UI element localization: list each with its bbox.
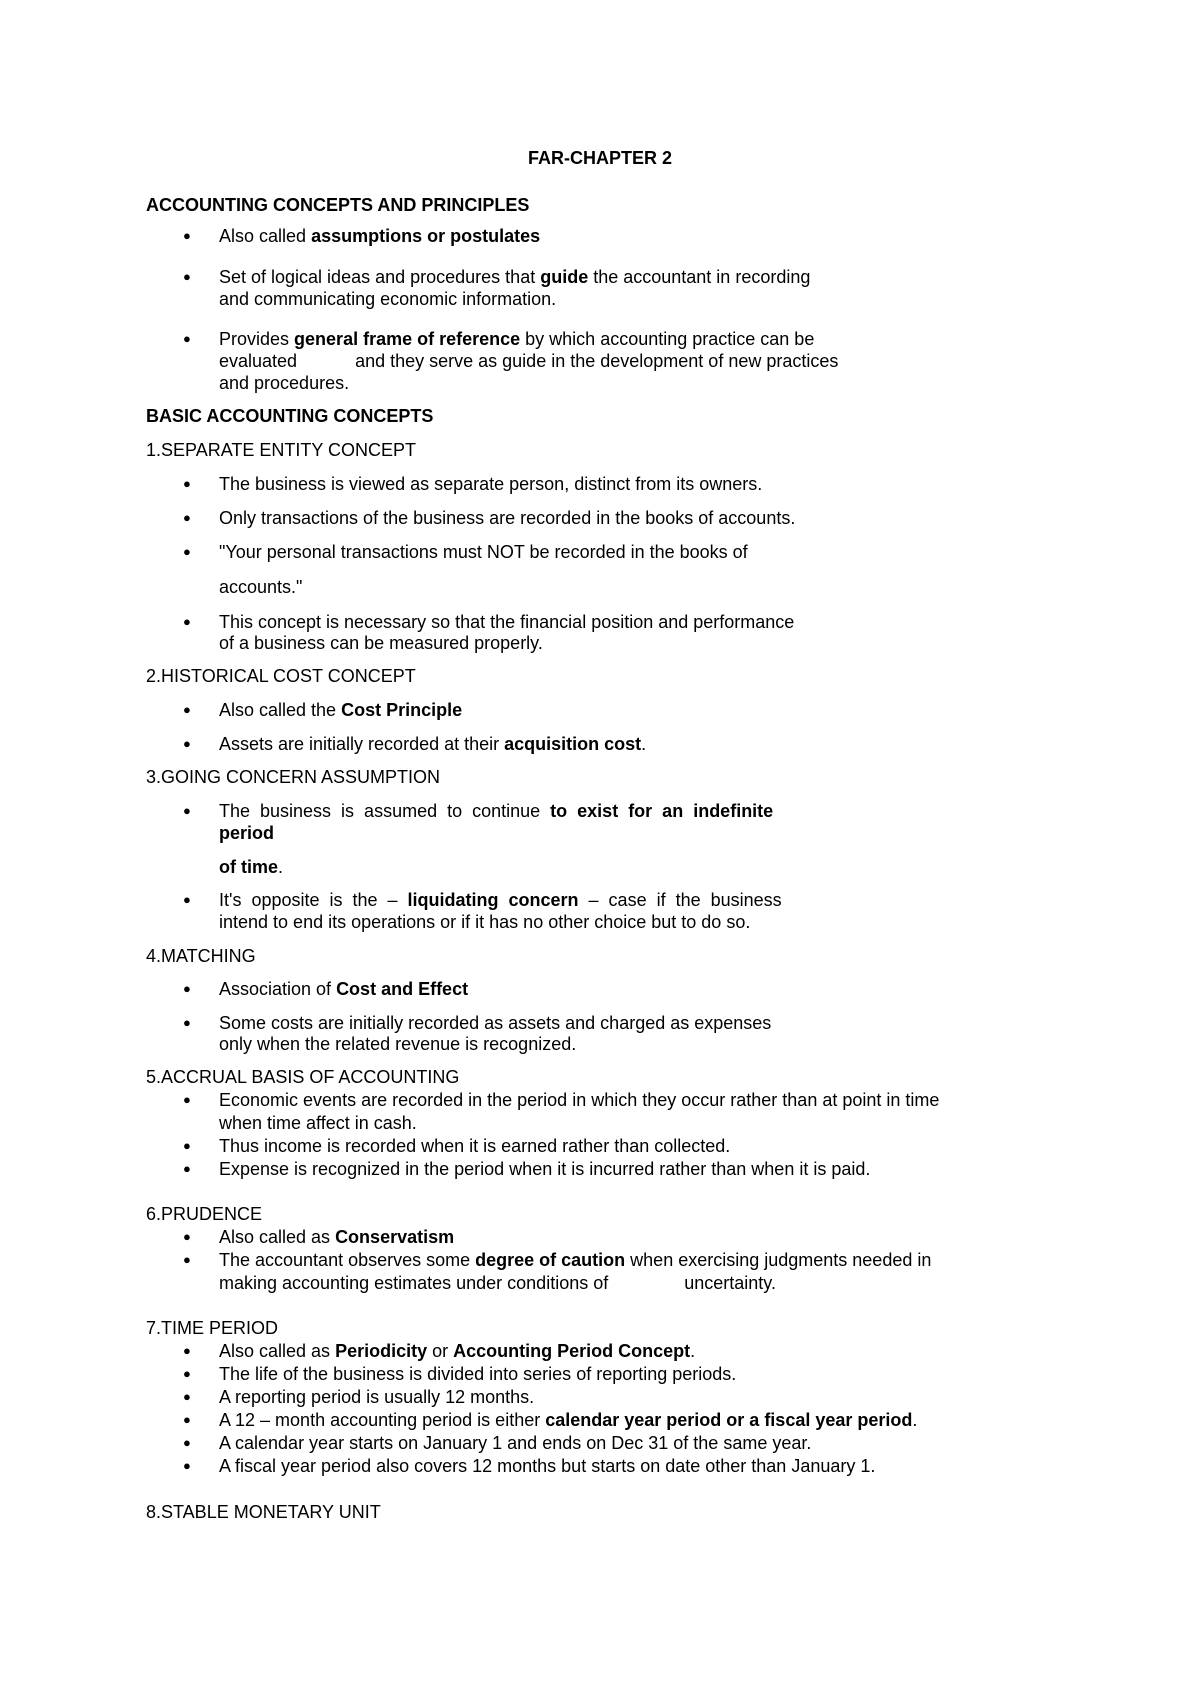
bullet-icon: ● xyxy=(183,228,191,243)
bullet-icon: ● xyxy=(183,269,191,284)
list-item: A 12 – month accounting period is either calendar year period or a fiscal year period. xyxy=(219,1410,918,1430)
list-item-continued: evaluated and they serve as guide in the development of new practices xyxy=(219,351,839,371)
list-item-continued: and communicating economic information. xyxy=(219,289,557,309)
list-item-continued: when time affect in cash. xyxy=(219,1113,417,1133)
list-item-continued: of a business can be measured properly. xyxy=(219,633,543,653)
list-item: Also called as Periodicity or Accounting Period Concept. xyxy=(219,1341,696,1361)
concept-heading: 4.MATCHING xyxy=(146,946,256,966)
bullet-icon: ● xyxy=(183,510,191,525)
list-item: "Your personal transactions must NOT be recorded in the books of xyxy=(219,542,748,562)
list-item: Association of Cost and Effect xyxy=(219,979,469,999)
bullet-icon: ● xyxy=(183,1015,191,1030)
bullet-icon: ● xyxy=(183,1161,191,1176)
list-item-continued: of time. xyxy=(219,857,284,877)
concept-heading: 3.GOING CONCERN ASSUMPTION xyxy=(146,767,441,787)
concept-heading: 7.TIME PERIOD xyxy=(146,1318,279,1338)
bullet-icon: ● xyxy=(183,1343,191,1358)
bullet-icon: ● xyxy=(183,702,191,717)
concept-heading: 6.PRUDENCE xyxy=(146,1204,263,1224)
list-item-continued: making accounting estimates under conditions of uncertainty. xyxy=(219,1273,776,1293)
list-item-continued: and procedures. xyxy=(219,373,350,393)
concept-heading: 8.STABLE MONETARY UNIT xyxy=(146,1502,381,1522)
bullet-icon: ● xyxy=(183,476,191,491)
list-item: Thus income is recorded when it is earned rather than collected. xyxy=(219,1136,731,1156)
bullet-icon: ● xyxy=(183,1435,191,1450)
list-item: Also called the Cost Principle xyxy=(219,700,463,720)
list-item: Some costs are initially recorded as assets and charged as expenses xyxy=(219,1013,772,1033)
list-item-continued: only when the related revenue is recognized. xyxy=(219,1034,577,1054)
bullet-icon: ● xyxy=(183,1229,191,1244)
list-item: Only transactions of the business are recorded in the books of accounts. xyxy=(219,508,796,528)
bullet-icon: ● xyxy=(183,1252,191,1267)
bullet-icon: ● xyxy=(183,736,191,751)
bullet-icon: ● xyxy=(183,1092,191,1107)
bullet-icon: ● xyxy=(183,1458,191,1473)
list-item: The life of the business is divided into series of reporting periods. xyxy=(219,1364,737,1384)
list-item: Economic events are recorded in the period in which they occur rather than at point in time xyxy=(219,1090,940,1110)
list-item-continued: intend to end its operations or if it has no other choice but to do so. xyxy=(219,912,751,932)
bullet-icon: ● xyxy=(183,544,191,559)
section-heading-accounting-concepts: ACCOUNTING CONCEPTS AND PRINCIPLES xyxy=(146,195,530,215)
list-item: Also called as Conservatism xyxy=(219,1227,455,1247)
list-item: The business is assumed to continue to exist for an indefinite xyxy=(219,801,774,821)
list-item: The accountant observes some degree of caution when exercising judgments needed in xyxy=(219,1250,932,1270)
list-item: It's opposite is the – liquidating concern – case if the business xyxy=(219,890,782,910)
list-item: Expense is recognized in the period when it is incurred rather than when it is paid. xyxy=(219,1159,871,1179)
bullet-icon: ● xyxy=(183,981,191,996)
list-item: Also called assumptions or postulates xyxy=(219,226,541,246)
bullet-icon: ● xyxy=(183,331,191,346)
list-item: A calendar year starts on January 1 and ends on Dec 31 of the same year. xyxy=(219,1433,812,1453)
section-heading-basic-concepts: BASIC ACCOUNTING CONCEPTS xyxy=(146,406,434,426)
bullet-icon: ● xyxy=(183,1412,191,1427)
bullet-icon: ● xyxy=(183,892,191,907)
list-item: This concept is necessary so that the financial position and performance xyxy=(219,612,795,632)
list-item: The business is viewed as separate person, distinct from its owners. xyxy=(219,474,763,494)
list-item: A reporting period is usually 12 months. xyxy=(219,1387,535,1407)
list-item-continued: period xyxy=(219,823,275,843)
bullet-icon: ● xyxy=(183,803,191,818)
bullet-icon: ● xyxy=(183,1389,191,1404)
list-item: A fiscal year period also covers 12 months but starts on date other than January 1. xyxy=(219,1456,876,1476)
bullet-icon: ● xyxy=(183,614,191,629)
bullet-icon: ● xyxy=(183,1366,191,1381)
list-item: Assets are initially recorded at their acquisition cost. xyxy=(219,734,647,754)
page-title: FAR-CHAPTER 2 xyxy=(527,148,672,168)
concept-heading: 1.SEPARATE ENTITY CONCEPT xyxy=(146,440,417,460)
concept-heading: 2.HISTORICAL COST CONCEPT xyxy=(146,666,416,686)
list-item-continued: accounts." xyxy=(219,577,303,597)
list-item: Set of logical ideas and procedures that guide the accountant in recording xyxy=(219,267,811,287)
concept-heading: 5.ACCRUAL BASIS OF ACCOUNTING xyxy=(146,1067,460,1087)
bullet-icon: ● xyxy=(183,1138,191,1153)
list-item: Provides general frame of reference by which accounting practice can be xyxy=(219,329,815,349)
